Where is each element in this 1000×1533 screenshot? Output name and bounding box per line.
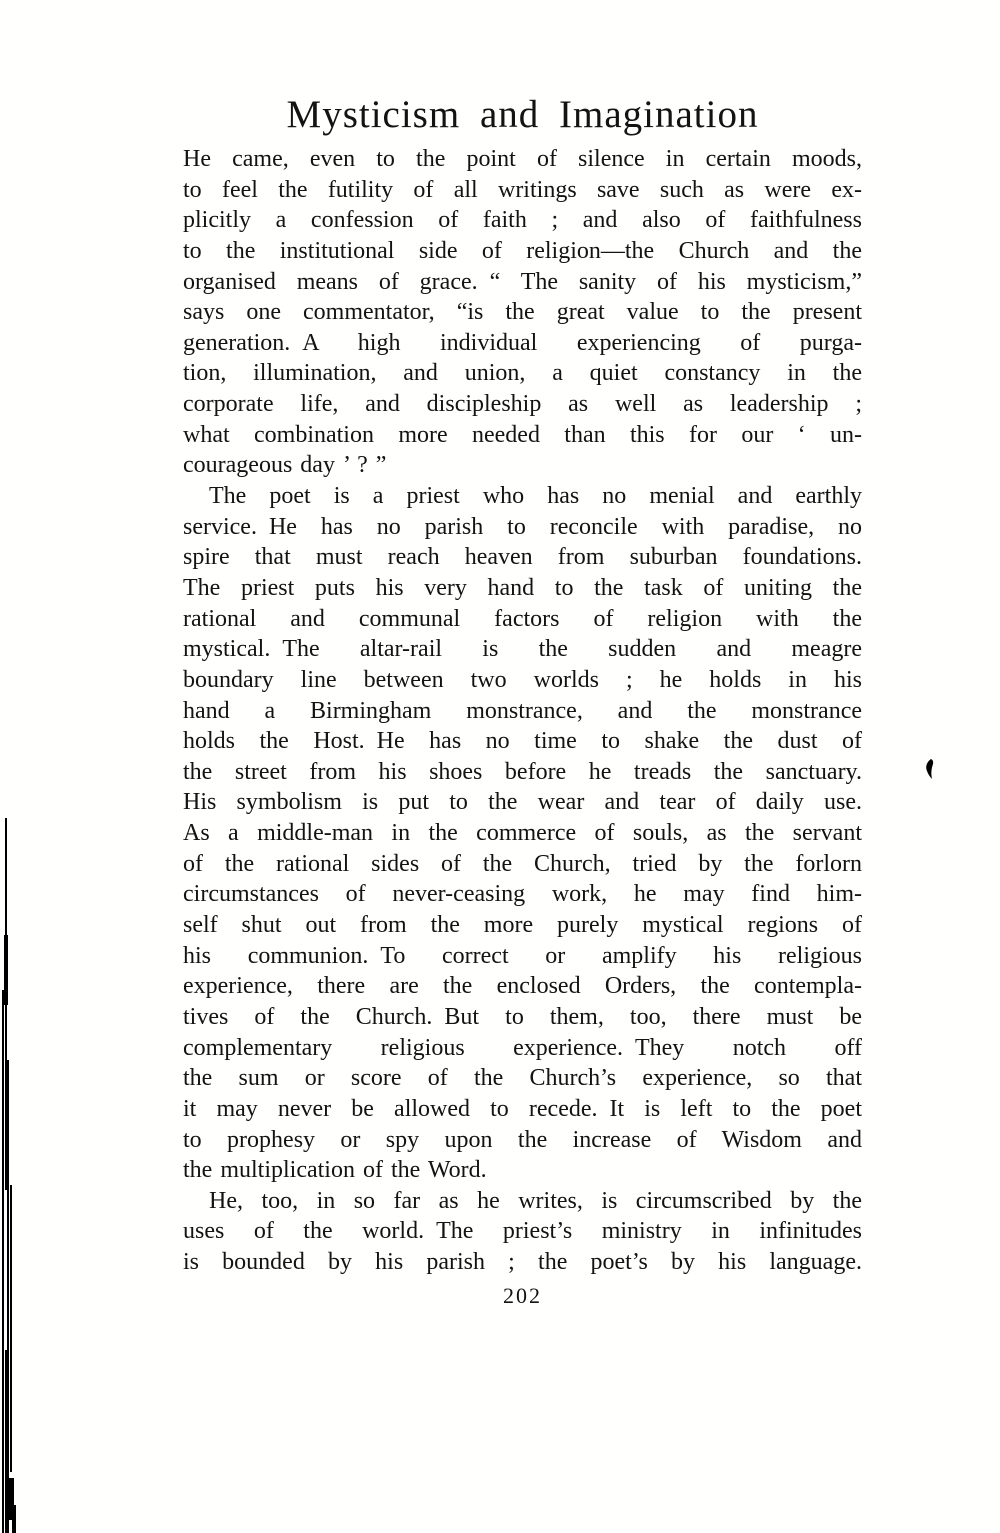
text-line: uses of the world. The priest’s ministry in infinitudes — [183, 1218, 862, 1245]
text-line: corporate life, and discipleship as well as leadership ; — [183, 391, 862, 418]
scan-artifact-line — [2, 990, 4, 1533]
text-line: tion, illumination, and union, a quiet constancy in the — [183, 360, 862, 387]
text-line: what combination more needed than this for our ‘ un- — [183, 421, 862, 448]
text-line: mystical. The altar-rail is the sudden and meagre — [183, 636, 862, 663]
text-line: to feel the futility of all writings save such as were ex- — [183, 176, 862, 203]
text-line: boundary line between two worlds ; he holds in his — [183, 666, 862, 693]
text-line: complementary religious experience. They notch off — [183, 1034, 862, 1061]
body-text — [183, 144, 862, 1278]
text-line: courageous day ’ ? ” — [183, 452, 387, 479]
text-line: organised means of grace. “ The sanity of his mysticism,” — [183, 268, 862, 295]
text-line: circumstances of never-ceasing work, he may find him- — [183, 881, 862, 908]
text-line: self shut out from the more purely mystical regions of — [183, 912, 862, 939]
text-line: it may never be allowed to recede. It is left to the poet — [183, 1095, 862, 1122]
text-line: tives of the Church. But to them, too, there must be — [183, 1003, 862, 1030]
text-line: his communion. To correct or amplify his religious — [183, 942, 862, 969]
text-line: He, too, in so far as he writes, is circumscribed by the — [209, 1187, 862, 1214]
text-line: hand a Birmingham monstrance, and the monstrance — [183, 697, 862, 724]
text-line: the sum or score of the Church’s experience, so that — [183, 1065, 862, 1092]
text-line: the multiplication of the Word. — [183, 1157, 487, 1184]
page-number: 202 — [503, 1283, 542, 1308]
text-line: service. He has no parish to reconcile with paradise, no — [183, 513, 862, 540]
text-line: rational and communal factors of religion with the — [183, 605, 862, 632]
text-line: says one commentator, “is the great value to the present — [183, 299, 862, 326]
scan-artifact-line — [10, 1185, 12, 1472]
text-line: experience, there are the enclosed Orders, the contempla- — [183, 973, 862, 1000]
scan-artifact-line — [4, 935, 8, 1005]
text-line: spire that must reach heaven from suburban foundations. — [183, 544, 862, 571]
text-line: of the rational sides of the Church, tried by the forlorn — [183, 850, 862, 877]
text-line: generation. A high individual experiencing of purga- — [183, 329, 862, 356]
text-line: plicitly a confession of faith ; and also of faithfulness — [183, 207, 862, 234]
text-line: to the institutional side of religion—the Church and the — [183, 237, 862, 264]
text-line: The poet is a priest who has no menial and earthly — [209, 483, 862, 510]
ink-blot-artifact — [923, 758, 936, 785]
text-line: As a middle-man in the commerce of souls, as the servant — [183, 820, 862, 847]
text-line: is bounded by his parish ; the poet’s by his language. — [183, 1249, 862, 1276]
text-line: He came, even to the point of silence in certain moods, — [183, 146, 862, 172]
page-title: Mysticism and Imagination — [286, 93, 759, 136]
scan-artifact-line — [12, 1505, 16, 1533]
text-line: His symbolism is put to the wear and tear of daily use. — [183, 789, 862, 816]
text-line: The priest puts his very hand to the task of uniting the — [183, 574, 862, 601]
text-line: to prophesy or spy upon the increase of Wisdom and — [183, 1126, 862, 1153]
text-line: holds the Host. He has no time to shake the dust of — [183, 728, 862, 755]
text-line: the street from his shoes before he treads the sanctuary. — [183, 758, 862, 785]
